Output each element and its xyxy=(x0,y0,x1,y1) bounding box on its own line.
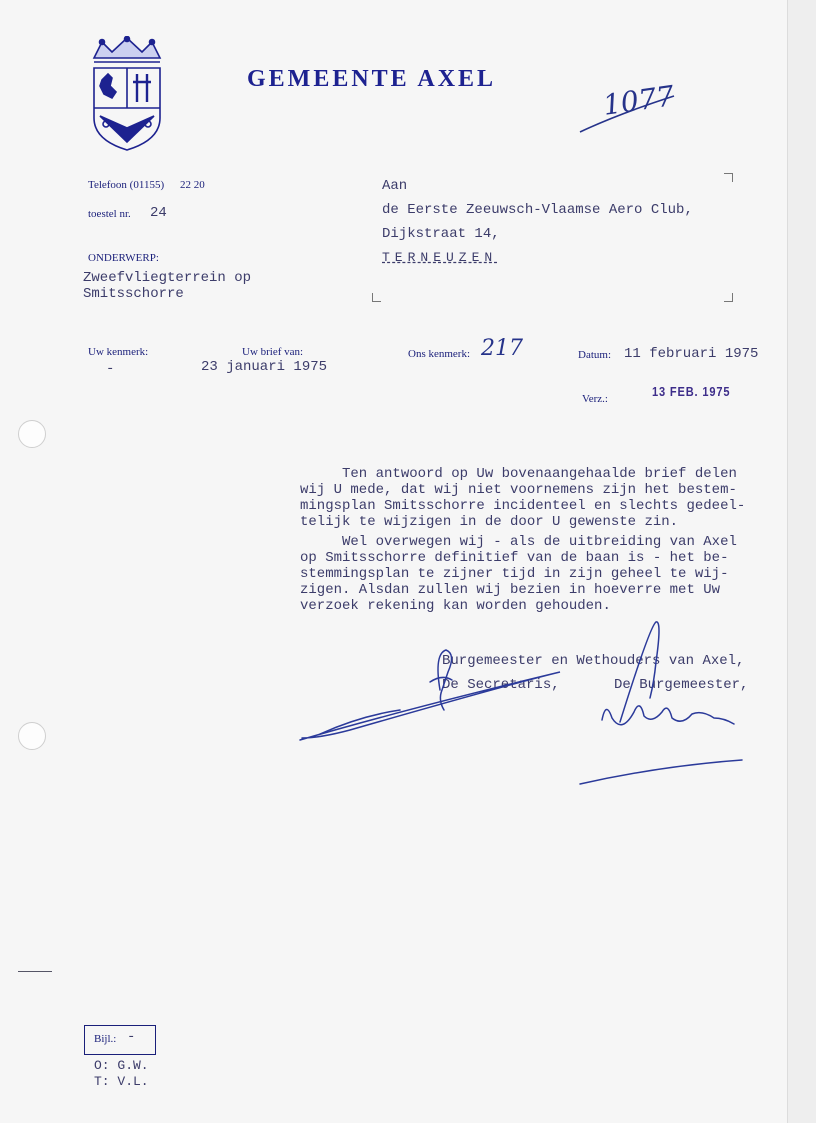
body-paragraph-2: Wel overwegen wij - als de uitbreiding van Axel op Smitsschorre definitief van de baan is - het be- stemmingsplan te zijner tijd in zijn geheel te wij- zigen. Alsdan zullen wij bezien in hoeverre met Uw verzoek rekening kan worden gehouden. xyxy=(300,534,737,614)
closing-mayor: De Burgemeester, xyxy=(614,677,749,693)
subject-label: ONDERWERP: xyxy=(88,252,159,264)
page-edge xyxy=(787,0,816,1123)
municipality-title: GEMEENTE AXEL xyxy=(247,66,497,92)
closing-authority: Burgemeester en Wethouders van Axel, xyxy=(442,653,745,669)
address-line-1: Aan xyxy=(382,178,408,194)
handwritten-underline xyxy=(578,92,678,136)
handwritten-reference: 1077 xyxy=(601,79,677,122)
your-reference-label: Uw kenmerk: xyxy=(88,346,149,358)
punch-hole-bottom xyxy=(18,722,46,750)
copy-line-2: T: V.L. xyxy=(94,1074,149,1089)
address-corner-mark xyxy=(372,293,381,302)
telephone-number: 22 20 xyxy=(180,179,205,191)
body-paragraph-1: Ten antwoord op Uw bovenaangehaalde brief delen wij U mede, dat wij niet voornemens zijn het bestem- mingsplan Smitsschorre incidenteel en slechts gedeel- telijk te wijzigen in de door U gewenste zin. xyxy=(300,466,746,530)
sent-date-stamp: 13 FEB. 1975 xyxy=(652,384,731,399)
your-reference-value: - xyxy=(106,361,115,377)
telephone-label: Telefoon (01155) xyxy=(88,179,165,191)
sent-label: Verz.: xyxy=(582,393,608,405)
address-city: TERNEUZEN xyxy=(382,250,498,265)
fold-mark xyxy=(18,971,52,972)
letter-date: 11 februari 1975 xyxy=(624,346,759,362)
subject-line-1: Zweefvliegterrein op xyxy=(83,270,252,286)
date-label: Datum: xyxy=(578,349,611,361)
your-letter-date: 23 januari 1975 xyxy=(201,359,328,375)
address-line-2: de Eerste Zeeuwsch-Vlaamse Aero Club, xyxy=(382,202,693,218)
closing-secretary: De Secretaris, xyxy=(442,677,560,693)
enclosures-label: Bijl.: xyxy=(94,1033,117,1045)
your-letter-label: Uw brief van: xyxy=(242,346,304,358)
punch-hole-top xyxy=(18,420,46,448)
signatures xyxy=(290,612,760,794)
address-corner-mark xyxy=(724,293,733,302)
coat-of-arms-logo xyxy=(88,36,166,154)
address-line-3: Dijkstraat 14, xyxy=(382,226,500,242)
our-reference-label: Ons kenmerk: xyxy=(408,348,471,360)
extension-value: 24 xyxy=(150,205,167,221)
copy-line-1: O: G.W. xyxy=(94,1058,149,1073)
our-reference-value: 217 xyxy=(481,336,523,361)
subject-line-2: Smitsschorre xyxy=(83,286,184,302)
extension-label: toestel nr. xyxy=(88,208,131,220)
address-corner-mark xyxy=(724,173,733,182)
enclosures-value: - xyxy=(127,1029,136,1045)
